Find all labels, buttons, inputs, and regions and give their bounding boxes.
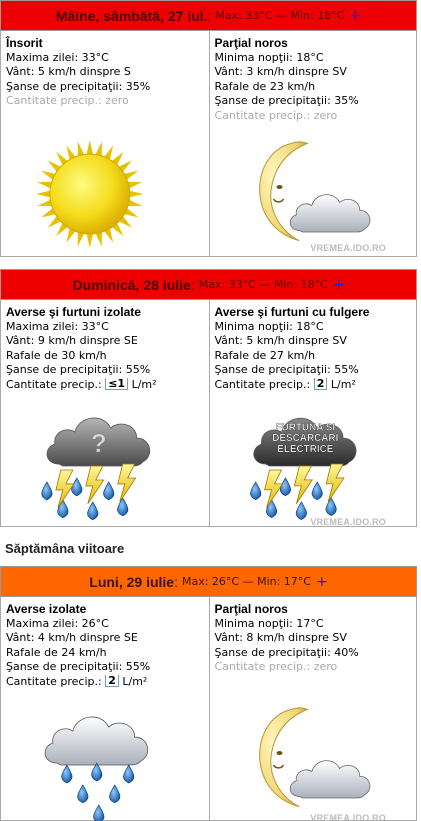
- day-panel: Însorit Maxima zilei: 33°C Vânt: 5 km/h dinspre S Şanse de precipitaţii: 35% Cantitate precip.: zero: [1, 31, 209, 256]
- rain-gauge-icon: 2: [314, 378, 328, 390]
- storm-question-icon: [1, 408, 209, 526]
- sun-icon: [1, 136, 209, 254]
- min-max-temp: Max: 33°C — Min: 18°C: [215, 9, 345, 22]
- storm-icon-text-line: FURTUNA SI: [274, 422, 335, 434]
- expand-plus-icon[interactable]: +: [349, 7, 362, 24]
- watermark: VREMEA.IDO.RO: [310, 517, 386, 527]
- lightning-bolt: [56, 470, 74, 508]
- moon-mouth: [273, 199, 283, 202]
- precip-amount: Cantitate precip.: ≤1 L/m²: [6, 376, 157, 391]
- raindrop: [103, 482, 114, 500]
- raindrop: [123, 765, 134, 783]
- precip-amount: Cantitate precip.: 2 L/m²: [214, 376, 356, 391]
- storm-icon-text-line: DESCARCARI: [271, 433, 338, 445]
- condition-title: Parţial noros: [214, 602, 288, 616]
- day-name[interactable]: Luni, 29 iulie: [89, 573, 175, 590]
- moon-cloud-icon: [210, 135, 417, 250]
- min-max-temp: Max: 33°C — Min: 18°C: [198, 278, 328, 291]
- precip-amount: Cantitate precip.: 2 L/m²: [6, 673, 148, 688]
- raindrop: [280, 478, 290, 496]
- condition-title: Averse şi furtuni cu fulgere: [214, 305, 370, 319]
- rain-cloud-icon: [1, 707, 209, 821]
- condition-title: Averse şi furtuni izolate: [6, 305, 141, 319]
- lightning-bolt: [294, 466, 312, 504]
- sun-ray: [86, 140, 93, 155]
- sun-ray: [128, 191, 143, 198]
- moon-mouth: [273, 765, 283, 768]
- day-panel: Averse izolate Maxima zilei: 26°C Vânt: 4 km/h dinspre SE Rafale de 24 km/h Şanse de precipitaţii: 55% Cantitate precip.: 2 L/m²: [1, 597, 209, 820]
- day-header[interactable]: Duminică, 28 iulie : Max: 33°C — Min: 18°C +: [0, 269, 417, 300]
- day-forecast: [0, 269, 417, 527]
- raindrop: [62, 765, 73, 783]
- min-max-temp: Max: 26°C — Min: 17°C: [181, 575, 311, 588]
- storm-lightning-icon: [210, 408, 417, 526]
- night-panel: Parţial noros Minima nopţii: 17°C Vânt: 8 km/h dinspre SV Şanse de precipitaţii: 40% Cantitate precip.: zero VREMEA.IDO.RO: [209, 597, 417, 820]
- day-header[interactable]: Mâine, sâmbătă, 27 iul. : Max: 33°C — Min: 18°C +: [0, 0, 417, 31]
- svg-text:?: ?: [90, 430, 107, 459]
- day-forecast: [0, 566, 417, 821]
- sun-ray: [86, 233, 93, 248]
- lightning-bolt: [118, 464, 136, 502]
- raindrop: [94, 805, 105, 821]
- raindrop: [117, 498, 128, 516]
- raindrop: [72, 478, 83, 496]
- day-name[interactable]: Mâine, sâmbătă, 27 iul.: [55, 7, 208, 24]
- raindrop: [42, 482, 53, 500]
- raindrop: [88, 502, 99, 520]
- condition-title: Însorit: [6, 36, 43, 50]
- moon-eye: [276, 185, 282, 189]
- watermark: VREMEA.IDO.RO: [310, 243, 386, 253]
- rain-gauge-icon: ≤1: [105, 378, 128, 390]
- day-panel: Averse şi furtuni izolate Maxima zilei: 33°C Vânt: 9 km/h dinspre SE Rafale de 30 km/h Şanse de precipitaţii: 55% Cantitate precip.: ≤1 L/m² ?: [1, 300, 209, 526]
- section-next-week-title: Săptămâna viitoare: [5, 541, 125, 556]
- night-panel: Averse şi furtuni cu fulgere Minima nopţii: 18°C Vânt: 5 km/h dinspre SV Rafale de 27 km/h Şanse de precipitaţii: 55% Cantitate precip.: 2 L/m² FURTUNA SI DESCARCARI ELECTRICE VREMEA.IDO.RO: [209, 300, 417, 526]
- rain-gauge-icon: 2: [105, 675, 119, 687]
- raindrop: [78, 785, 89, 803]
- raindrop: [296, 502, 306, 520]
- night-panel: Parţial noros Minima nopţii: 18°C Vânt: 3 km/h dinspre SV Rafale de 23 km/h Şanse de precipitaţii: 35% Cantitate precip.: zero VREMEA.IDO.RO: [209, 31, 417, 256]
- cloud-shape: [290, 761, 370, 798]
- watermark: VREMEA.IDO.RO: [310, 813, 386, 821]
- moon-eye: [276, 751, 282, 755]
- sun-ray: [36, 191, 51, 198]
- precip-amount: Cantitate precip.: zero: [214, 108, 338, 122]
- lightning-bolt: [86, 466, 104, 504]
- cloud-shape: [290, 195, 370, 232]
- day-header[interactable]: Luni, 29 iulie : Max: 26°C — Min: 17°C +: [0, 566, 417, 597]
- condition-title: Parţial noros: [214, 36, 288, 50]
- expand-plus-icon[interactable]: +: [315, 573, 328, 590]
- raindrop: [250, 482, 260, 500]
- raindrop: [311, 482, 321, 500]
- precip-amount: Cantitate precip.: zero: [6, 94, 129, 107]
- day-forecast: [0, 0, 417, 257]
- raindrop: [92, 763, 103, 781]
- storm-icon-text-line: ELECTRICE: [276, 444, 333, 456]
- lightning-bolt: [326, 464, 344, 502]
- day-name[interactable]: Duminică, 28 iulie: [72, 276, 191, 293]
- moon-cloud-icon: [210, 701, 417, 816]
- raindrop: [109, 785, 120, 803]
- cloud-shape: [45, 717, 148, 765]
- raindrop: [325, 498, 335, 516]
- lightning-bolt: [264, 470, 282, 508]
- expand-plus-icon[interactable]: +: [332, 276, 345, 293]
- condition-title: Averse izolate: [6, 602, 87, 616]
- precip-amount: Cantitate precip.: zero: [214, 660, 338, 673]
